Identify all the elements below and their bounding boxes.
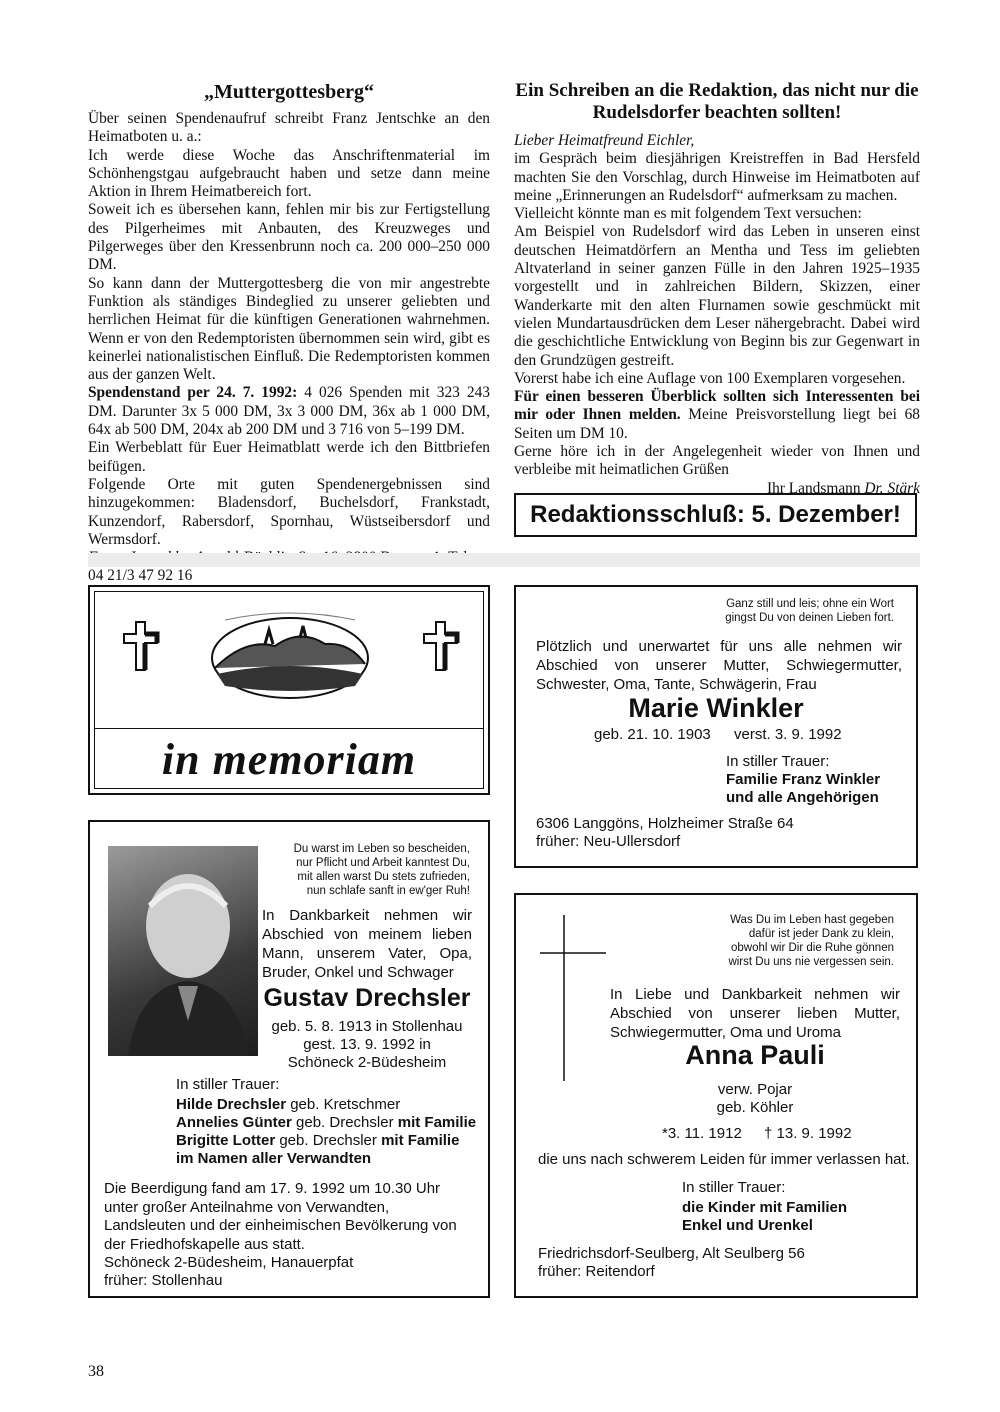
- mourner-name: Annelies Günter: [176, 1114, 292, 1131]
- obituary-intro: In Liebe und Dankbarkeit nehmen wir Abschied von unserer lieben Mutter, Schwiegermutter, Oma und Uroma: [610, 986, 900, 1041]
- mourner-name: Hilde Drechsler: [176, 1096, 287, 1113]
- portrait-figure-icon: [108, 846, 258, 1056]
- signature-label: Ihr Landsmann: [766, 479, 861, 497]
- paragraph: Folgende Orte mit guten Spendenergebnissen sind hinzugekommen: Bladensdorf, Buchelsdorf, Frankstadt, Kunzendorf, Rabersdorf, Spornhau, Wüstseibersdorf und Wermsdorf.: [88, 475, 490, 548]
- deceased-name: Anna Pauli: [685, 1040, 825, 1070]
- mourner-family: mit Familie: [397, 1114, 477, 1131]
- mourner-note: geb. Drechsler: [291, 1114, 398, 1131]
- birth-info: geb. 5. 8. 1913 in Stollenhau: [271, 1018, 463, 1035]
- mourner-line: [176, 1114, 476, 1132]
- poem-line: gingst Du von deinen Lieben fort.: [725, 612, 894, 624]
- paragraph: Gerne höre ich in der Angelegenheit wieder von Ihnen und verbleibe mit heimatlichen Grüßen: [514, 443, 920, 479]
- article-title: „Muttergottesberg“: [204, 81, 374, 103]
- address: Friedrichsdorf-Seulberg, Alt Seulberg 56: [538, 1245, 805, 1262]
- paragraph: Am Beispiel von Rudelsdorf wird das Leben in unseren einst deutschen Heimatdörfern an Mentha und Tess im geliebten Altvaterland in seiner ganzen Fülle in den Jahren 1925–1935 vorgestellt und in zahlreichen Bildern, Skizzen, einer Wanderkarte mit den alten Flurnamen sowie geschmückt mit vielen Mundartausdrücken dem Leser nähergebracht. Dabei wird die geschichtliche Entwicklung von Beginn bis zur Gegenwart in den Grundzügen gestreift.: [514, 223, 920, 369]
- birth-date: geb. 21. 10. 1903: [594, 726, 711, 743]
- poem: [594, 597, 894, 625]
- cross-icon: [421, 618, 461, 674]
- salutation: Lieber Heimatfreund Eichler,: [514, 132, 695, 149]
- former-residence: früher: Neu-Ullersdorf: [536, 833, 681, 850]
- poem-line: nun schlafe sanft in ew'ger Ruh!: [306, 885, 470, 897]
- death-info: gest. 13. 9. 1992 in: [303, 1036, 431, 1053]
- obituary-intro: In Dankbarkeit nehmen wir Abschied von meinem lieben Mann, unserem Vater, Opa, Bruder, Onkel und Schwager: [262, 907, 472, 981]
- portrait-photo: [108, 846, 258, 1056]
- poem-line: dafür ist jeder Dank zu klein,: [748, 928, 894, 940]
- paragraph: im Gespräch beim diesjährigen Kreistreffen in Bad Hersfeld machten Sie den Vorschlag, durch Hinweise im Heimatboten auf meine „Erinnerungen an Rudelsdorf“ aufmerksam zu machen.: [514, 150, 920, 204]
- death-date: verst. 3. 9. 1992: [734, 726, 842, 743]
- poem-line: wirst Du uns nie vergessen sein.: [728, 956, 894, 968]
- landscape-illustration-icon: [205, 598, 375, 702]
- family-line: und alle Angehörigen: [726, 789, 879, 806]
- cross-icon: [538, 913, 608, 1083]
- mourning-label: In stiller Trauer:: [176, 1076, 280, 1093]
- paragraph: Soweit ich es übersehen kann, fehlen mir bis zur Fertigstellung des Pilgerheimes mit Anbauten, des Kreuzweges und Pilgerweges über den Kressenbrunn noch ca. 200 000–250 000 DM.: [88, 201, 490, 274]
- widow-name: verw. Pojar: [717, 1081, 793, 1098]
- maiden-name: geb. Köhler: [716, 1099, 794, 1116]
- poem: [250, 842, 470, 898]
- bold-text: Für einen besseren Überblick sollten sich Interessenten bei mir oder Ihnen melden.: [514, 388, 920, 424]
- paragraph: [88, 384, 490, 439]
- obituary-anna-pauli: [514, 893, 918, 1298]
- donation-status-label: Spendenstand per 24. 7. 1992:: [88, 384, 298, 402]
- deadline-banner: Redaktionsschluß: 5. Dezember!: [514, 493, 917, 537]
- mourner-line: [176, 1096, 400, 1114]
- paragraph-text: Meine Preisvorstellung liegt bei 68 Seiten um DM 10.: [514, 406, 920, 442]
- mourner-note: geb. Kretschmer: [286, 1096, 401, 1113]
- paragraph: Vielleicht könnte man es mit folgendem Text versuchen:: [514, 205, 862, 223]
- obituary-gustav-drechsler: [88, 820, 490, 1298]
- mourner-line: im Namen aller Verwandten: [176, 1150, 372, 1167]
- poem-line: Ganz still und leis; ohne ein Wort: [726, 598, 894, 610]
- paragraph: Ein Werbeblatt für Euer Heimatblatt werde ich den Bittbriefen beifügen.: [88, 439, 490, 475]
- mourner-note: geb. Drechsler: [275, 1132, 382, 1149]
- poem-line: Du warst im Leben so bescheiden,: [293, 843, 470, 855]
- paragraph: Ich werde diese Woche das Anschriftenmaterial im Schönhengstgau aufgebraucht haben und setze dann meine Aktion in Ihrem Heimatbereich fort.: [88, 146, 490, 201]
- signature-address: 04 21/3 47 92 16: [88, 567, 193, 585]
- mourning-label: In stiller Trauer:: [682, 1179, 786, 1196]
- poem: [634, 913, 894, 969]
- mourner-line: [176, 1132, 459, 1150]
- after-text: die uns nach schwerem Leiden für immer verlassen hat.: [538, 1151, 910, 1168]
- deceased-name: Marie Winkler: [628, 693, 804, 723]
- mourner-name: Brigitte Lotter: [176, 1132, 276, 1149]
- signature-name: Dr. Stärk: [864, 479, 920, 497]
- poem-line: obwohl wir Dir die Ruhe gönnen: [730, 942, 894, 954]
- article-title: Ein Schreiben an die Redaktion, das nicht nur die Rudelsdorfer beachten sollten!: [515, 80, 919, 123]
- paragraph: [514, 388, 920, 443]
- page-number: 38: [88, 1363, 104, 1380]
- address: 6306 Langgöns, Holzheimer Straße 64: [536, 815, 794, 832]
- in-memoriam-title: in memoriam: [161, 735, 417, 784]
- article-letter-to-editor: [514, 80, 920, 498]
- obituary-marie-winkler: [514, 585, 918, 868]
- paragraph: Vorerst habe ich eine Auflage von 100 Exemplaren vorgesehen.: [514, 369, 906, 387]
- in-memoriam-box: [88, 585, 490, 795]
- family-line: Enkel und Urenkel: [682, 1217, 813, 1234]
- former-residence: früher: Stollenhau: [104, 1272, 223, 1289]
- obituary-intro: Plötzlich und unerwartet für uns alle nehmen wir Abschied von unserer Mutter, Schwiegermutter, Schwester, Oma, Tante, Schwägerin, Frau: [536, 638, 902, 693]
- section-divider: [88, 553, 920, 567]
- birth-date: *3. 11. 1912: [662, 1125, 742, 1142]
- article-muttergottesberg: [88, 80, 490, 586]
- death-place: Schöneck 2-Büdesheim: [287, 1054, 447, 1071]
- deceased-name: Gustav Drechsler: [263, 984, 471, 1012]
- poem-line: nur Pflicht und Arbeit kanntest Du,: [296, 857, 470, 869]
- paragraph: Über seinen Spendenaufruf schreibt Franz Jentschke an den Heimatboten u. a.:: [88, 110, 490, 146]
- cross-icon: [121, 618, 161, 674]
- family-line: Familie Franz Winkler: [726, 771, 881, 788]
- funeral-note: Die Beerdigung fand am 17. 9. 1992 um 10.30 Uhr unter großer Anteilnahme von Verwandten, Landsleuten und der einheimischen Bevölkerung von der Friedhofskapelle aus statt.: [104, 1180, 457, 1253]
- mourning-label: In stiller Trauer:: [726, 753, 830, 770]
- poem-line: Was Du im Leben hast gegeben: [730, 914, 894, 926]
- address: Schöneck 2-Büdesheim, Hanauerpfat: [104, 1254, 354, 1271]
- former-residence: früher: Reitendorf: [538, 1263, 655, 1280]
- mourner-family: mit Familie: [381, 1132, 460, 1149]
- death-date: † 13. 9. 1992: [764, 1125, 852, 1142]
- family-line: die Kinder mit Familien: [682, 1199, 848, 1216]
- donation-status-text: 4 026 Spenden mit 323 243 DM. Darunter 3x 5 000 DM, 3x 3 000 DM, 36x ab 1 000 DM, 64x ab 500 DM, 204x ab 200 DM und 3 716 von 5–199 DM.: [88, 384, 490, 439]
- paragraph: So kann dann der Muttergottesberg die von mir angestrebte Funktion als ständiges Bindeglied zu unserer geliebten und herrlichen Heimat für die künftigen Generationen wahrnehmen. Wenn er von den Redemptoristen übernommen sein wird, gibt es keinerlei nationalistischen Einfluß. Die Redemptoristen kommen aus der ganzen Welt.: [88, 274, 490, 384]
- poem-line: mit allen warst Du stets zufrieden,: [297, 871, 470, 883]
